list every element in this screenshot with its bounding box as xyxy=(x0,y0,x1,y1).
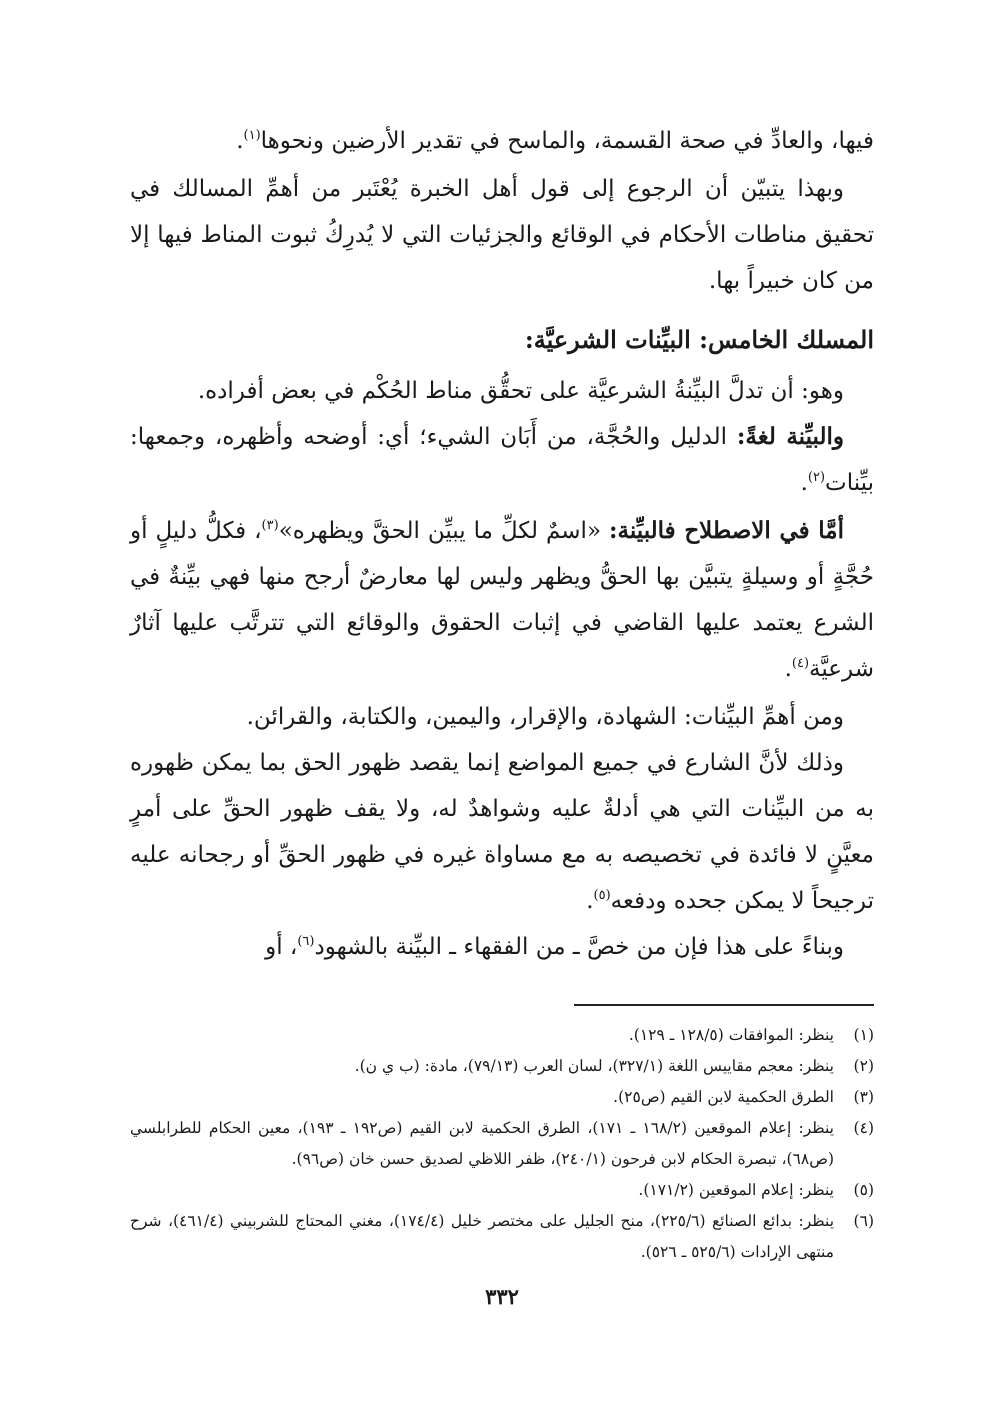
footnote-number: (٥) xyxy=(853,1181,874,1199)
paragraph-4-lead: والبيِّنة لغةً: xyxy=(736,423,845,450)
paragraph-8-end: ، أو xyxy=(265,934,298,960)
footnote-number: (١) xyxy=(853,1026,874,1044)
footnote-text: ينظر: بدائع الصنائع (٢٢٥/٦)، منح الجليل على مختصر خليل (١٧٤/٤)، مغني المحتاج للشربيني (٤٦١/٤)، شرح منتهى الإرادات (٥٢٥/٦ ـ ٥٢٦). xyxy=(130,1212,835,1261)
paragraph-7-text: وذلك لأنَّ الشارع في جميع المواضع إنما يقصد ظهور الحق بما يمكن ظهوره به من البيِّنات التي هي أدلةٌ عليه وشواهدٌ له، ولا يقف ظهور الحقِّ على أمرٍ معيَّنٍ لا فائدة في تخصيصه به مع مساواة غيره في ظهور الحقِّ أو رجحانه عليه ترجيحاً لا يمكن جحده ودفعه xyxy=(130,750,874,914)
footnote-ref-1[interactable]: (١) xyxy=(243,128,261,143)
paragraph-5 xyxy=(130,508,874,692)
paragraph-4-end: . xyxy=(800,470,808,496)
paragraph-5-text-2: ، فكلُّ دليلٍ أو حُجَّةٍ أو وسيلةٍ يتبيَّن بها الحقُّ ويظهر وليس لها معارضٌ أرجح منها فهي بيِّنةٌ في الشرع يعتمد عليها القاضي في إثبات الحقوق والوقائع التي تترتَّب عليها آثارٌ شرعيَّة xyxy=(130,518,874,682)
footnote-separator xyxy=(574,1004,874,1006)
paragraph-2: وبهذا يتبيّن أن الرجوع إلى قول أهل الخبرة يُعْتَبر من أهمِّ المسالك في تحقيق مناطات الأحكام في الوقائع والجزئيات التي لا يُدرِكُ ثبوت المناط فيها إلا من كان خبيراً بها. xyxy=(130,176,874,294)
paragraph-6: ومن أهمِّ البيِّنات: الشهادة، والإقرار، واليمين، والكتابة، والقرائن. xyxy=(246,704,844,730)
footnotes xyxy=(130,1020,874,1268)
footnote-text: ينظر: إعلام الموقعين (١٧١/٢). xyxy=(638,1181,834,1199)
footnote-ref-4[interactable]: (٤) xyxy=(791,656,810,671)
paragraph-5-lead: أمَّا في الاصطلاح فالبيِّنة: xyxy=(609,517,844,544)
page-number: ٣٣٢ xyxy=(485,1284,519,1309)
footnote-4 xyxy=(130,1113,874,1175)
paragraph-1 xyxy=(130,118,874,164)
footnote-ref-5[interactable]: (٥) xyxy=(593,888,611,903)
footnote-text: ينظر: إعلام الموقعين (١٦٨/٢ ـ ١٧١)، الطرق الحكمية لابن القيم (ص١٩٢ ـ ١٩٣)، معين الحكام للطرابلسي (ص٦٨)، تبصرة الحكام لابن فرحون (٢٤٠/١)، ظفر اللاظي لصديق حسن خان (ص٩٦). xyxy=(130,1119,834,1168)
paragraph-5-text-1: «اسمٌ لكلِّ ما يبيِّن الحقَّ ويظهره» xyxy=(278,518,609,544)
footnote-ref-6[interactable]: (٦) xyxy=(297,934,315,949)
footnote-5 xyxy=(130,1175,874,1206)
footnote-text: الطرق الحكمية لابن القيم (ص٢٥). xyxy=(613,1088,834,1106)
paragraph-5-end: . xyxy=(784,656,792,682)
page-body xyxy=(130,118,874,1268)
paragraph-1-end: . xyxy=(236,128,244,154)
paragraph-7 xyxy=(130,740,874,924)
paragraph-4-text: الدليل والحُجَّة، من أَبَان الشيء؛ أي: أوضحه وأظهره، وجمعها: بيِّنات xyxy=(130,424,874,496)
paragraph-7-end: . xyxy=(586,888,594,914)
footnote-3 xyxy=(130,1082,874,1113)
footnote-ref-2[interactable]: (٢) xyxy=(807,470,826,485)
footnote-1 xyxy=(130,1020,874,1051)
footnote-number: (٣) xyxy=(853,1088,874,1106)
footnote-number: (٤) xyxy=(853,1119,874,1137)
footnote-text: ينظر: الموافقات (١٢٨/٥ ـ ١٢٩). xyxy=(628,1026,834,1044)
section-heading: المسلك الخامس: البيِّنات الشرعيَّة: xyxy=(524,325,874,354)
footnote-number: (٦) xyxy=(853,1212,874,1230)
paragraph-8-text: وبناءً على هذا فإن من خصَّ ـ من الفقهاء ـ البيِّنة بالشهود xyxy=(314,934,844,960)
paragraph-8 xyxy=(130,924,874,970)
footnote-text: ينظر: معجم مقاييس اللغة (٣٢٧/١)، لسان العرب (٧٩/١٣)، مادة: (ب ي ن). xyxy=(354,1057,834,1075)
paragraph-4 xyxy=(130,414,874,506)
footnote-2 xyxy=(130,1051,874,1082)
paragraph-3: وهو: أن تدلَّ البيِّنةُ الشرعيَّة على تحقُّق مناط الحُكْم في بعض أفراده. xyxy=(197,378,844,404)
footnote-ref-3[interactable]: (٣) xyxy=(261,518,279,533)
footnote-number: (٢) xyxy=(853,1057,874,1075)
paragraph-1-text: فيها، والعادِّ في صحة القسمة، والماسح في تقدير الأرضين ونحوها xyxy=(260,128,874,154)
footnote-6 xyxy=(130,1206,874,1268)
